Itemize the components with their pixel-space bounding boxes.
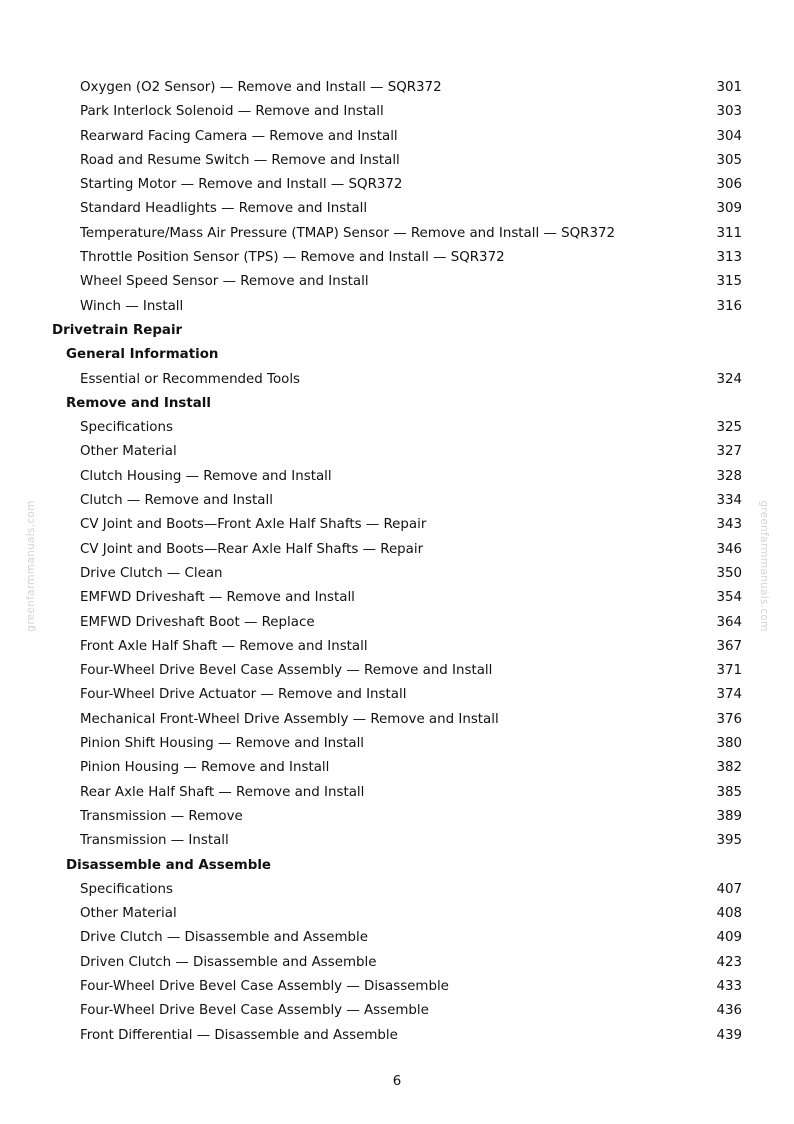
toc-entry[interactable] bbox=[0, 1024, 794, 1048]
toc-entry-page: 364 bbox=[716, 614, 742, 630]
watermark-left: greenfarmmanuals.com bbox=[25, 500, 37, 632]
toc-entry-page: 389 bbox=[716, 808, 742, 824]
toc-entry[interactable] bbox=[0, 999, 794, 1023]
toc-entry[interactable] bbox=[0, 173, 794, 197]
toc-entry-title: Four-Wheel Drive Actuator — Remove and Install bbox=[80, 687, 407, 703]
toc-section-heading[interactable] bbox=[0, 343, 794, 367]
toc-entry-title: Clutch — Remove and Install bbox=[80, 493, 273, 509]
toc-entry-title: EMFWD Driveshaft — Remove and Install bbox=[80, 590, 355, 606]
toc-entry-page: 306 bbox=[716, 177, 742, 193]
toc-entry-title: Four-Wheel Drive Bevel Case Assembly — Assemble bbox=[80, 1003, 429, 1019]
toc-entry[interactable] bbox=[0, 635, 794, 659]
toc-entry[interactable] bbox=[0, 270, 794, 294]
toc-entry-title: Standard Headlights — Remove and Install bbox=[80, 201, 368, 217]
toc-entry-title: Rearward Facing Camera — Remove and Install bbox=[80, 128, 398, 144]
toc-entry-title: Four-Wheel Drive Bevel Case Assembly — Disassemble bbox=[80, 978, 449, 994]
toc-entry-page: 436 bbox=[716, 1003, 742, 1019]
toc-entry-page: 409 bbox=[716, 930, 742, 946]
toc-entry[interactable] bbox=[0, 489, 794, 513]
toc-section-heading[interactable] bbox=[0, 854, 794, 878]
toc-entry[interactable] bbox=[0, 440, 794, 464]
toc-entry[interactable] bbox=[0, 951, 794, 975]
toc-entry-page: 407 bbox=[716, 881, 742, 897]
toc-entry-page: 408 bbox=[716, 906, 742, 922]
toc-entry-page: 327 bbox=[716, 444, 742, 460]
toc-entry-title: Transmission — Install bbox=[80, 833, 229, 849]
toc-entry-title: Essential or Recommended Tools bbox=[80, 371, 301, 387]
toc-entry-page: 350 bbox=[716, 565, 742, 581]
toc-entry-title: Starting Motor — Remove and Install — SQR372 bbox=[80, 177, 403, 193]
toc-entry[interactable] bbox=[0, 197, 794, 221]
toc-entry-title: Disassemble and Assemble bbox=[66, 857, 272, 873]
toc-entry[interactable] bbox=[0, 416, 794, 440]
toc-entry-title: Rear Axle Half Shaft — Remove and Install bbox=[80, 784, 365, 800]
toc-entry[interactable] bbox=[0, 781, 794, 805]
toc-entry[interactable] bbox=[0, 465, 794, 489]
toc-entry-page: 433 bbox=[716, 978, 742, 994]
toc-entry[interactable] bbox=[0, 76, 794, 100]
toc-entry[interactable] bbox=[0, 878, 794, 902]
toc-entry-page: 354 bbox=[716, 590, 742, 606]
toc-entry-title: Specifications bbox=[80, 881, 173, 897]
toc-entry-title: Park Interlock Solenoid — Remove and Install bbox=[80, 104, 384, 120]
toc-entry-title: Clutch Housing — Remove and Install bbox=[80, 468, 332, 484]
toc-entry[interactable] bbox=[0, 295, 794, 319]
toc-entry-title: Temperature/Mass Air Pressure (TMAP) Sensor — Remove and Install — SQR372 bbox=[80, 225, 616, 241]
toc-entry-page: 325 bbox=[716, 420, 742, 436]
toc-entry-page: 382 bbox=[716, 760, 742, 776]
toc-entry[interactable] bbox=[0, 975, 794, 999]
toc-entry-title: Specifications bbox=[80, 420, 173, 436]
toc-entry-page: 301 bbox=[716, 80, 742, 95]
toc-entry-page: 315 bbox=[716, 274, 742, 290]
toc-entry[interactable] bbox=[0, 708, 794, 732]
toc-entry-title: General Information bbox=[66, 347, 219, 363]
toc-entry-title: EMFWD Driveshaft Boot — Replace bbox=[80, 614, 315, 630]
toc-entry-title: Transmission — Remove bbox=[80, 808, 243, 824]
toc-entry-title: Wheel Speed Sensor — Remove and Install bbox=[80, 274, 369, 290]
toc-entry[interactable] bbox=[0, 805, 794, 829]
toc-entry[interactable] bbox=[0, 926, 794, 950]
toc-entry[interactable] bbox=[0, 902, 794, 926]
toc-entry-page: 374 bbox=[716, 687, 742, 703]
page-number: 6 bbox=[392, 1074, 402, 1089]
toc-entry-page: 376 bbox=[716, 711, 742, 727]
toc-entry[interactable] bbox=[0, 246, 794, 270]
toc-entry-page: 367 bbox=[716, 638, 742, 654]
toc-entry-title: CV Joint and Boots—Rear Axle Half Shafts — Repair bbox=[80, 541, 424, 557]
toc-entry-page: 311 bbox=[716, 225, 742, 241]
toc-entry-title: CV Joint and Boots—Front Axle Half Shafts — Repair bbox=[80, 517, 427, 533]
toc-entry[interactable] bbox=[0, 683, 794, 707]
table-of-contents bbox=[0, 76, 794, 1048]
toc-entry-page: 303 bbox=[716, 104, 742, 120]
toc-entry-title: Drive Clutch — Disassemble and Assemble bbox=[80, 930, 368, 946]
toc-entry-title: Throttle Position Sensor (TPS) — Remove and Install — SQR372 bbox=[80, 250, 505, 266]
toc-entry-title: Drive Clutch — Clean bbox=[80, 565, 223, 581]
toc-entry-page: 324 bbox=[716, 371, 742, 387]
toc-section-heading[interactable] bbox=[0, 392, 794, 416]
toc-entry[interactable] bbox=[0, 756, 794, 780]
toc-entry[interactable] bbox=[0, 732, 794, 756]
toc-section-heading[interactable] bbox=[0, 319, 794, 343]
toc-entry-page: 423 bbox=[716, 954, 742, 970]
toc-entry-title: Mechanical Front-Wheel Drive Assembly — Remove and Install bbox=[80, 711, 499, 727]
toc-entry-title: Front Differential — Disassemble and Assemble bbox=[80, 1027, 398, 1043]
toc-entry-page: 313 bbox=[716, 250, 742, 266]
toc-entry-title: Oxygen (O2 Sensor) — Remove and Install — SQR372 bbox=[80, 80, 442, 95]
toc-entry-page: 395 bbox=[716, 833, 742, 849]
toc-entry-title: Other Material bbox=[80, 906, 177, 922]
toc-entry[interactable] bbox=[0, 562, 794, 586]
toc-entry[interactable] bbox=[0, 149, 794, 173]
toc-entry-title: Four-Wheel Drive Bevel Case Assembly — Remove and Install bbox=[80, 663, 493, 679]
toc-entry-title: Driven Clutch — Disassemble and Assemble bbox=[80, 954, 377, 970]
toc-entry-page: 385 bbox=[716, 784, 742, 800]
toc-entry[interactable] bbox=[0, 829, 794, 853]
toc-entry-title: Road and Resume Switch — Remove and Install bbox=[80, 152, 400, 168]
toc-entry[interactable] bbox=[0, 222, 794, 246]
toc-entry-title: Other Material bbox=[80, 444, 177, 460]
toc-entry-title: Drivetrain Repair bbox=[52, 322, 183, 338]
toc-entry[interactable] bbox=[0, 538, 794, 562]
watermark-right: greenfarmmanuals.com bbox=[758, 500, 770, 632]
toc-entry-page: 316 bbox=[716, 298, 742, 314]
toc-entry-page: 346 bbox=[716, 541, 742, 557]
toc-entry-page: 371 bbox=[716, 663, 742, 679]
toc-entry-title: Remove and Install bbox=[66, 395, 211, 411]
toc-entry[interactable] bbox=[0, 368, 794, 392]
toc-entry-page: 304 bbox=[716, 128, 742, 144]
toc-entry[interactable] bbox=[0, 100, 794, 124]
toc-entry-title: Pinion Housing — Remove and Install bbox=[80, 760, 330, 776]
toc-entry-page: 380 bbox=[716, 736, 742, 752]
toc-entry[interactable] bbox=[0, 659, 794, 683]
toc-entry[interactable] bbox=[0, 125, 794, 149]
toc-entry-page: 328 bbox=[716, 468, 742, 484]
toc-entry-title: Winch — Install bbox=[80, 298, 184, 314]
toc-entry-page: 439 bbox=[716, 1027, 742, 1043]
toc-entry-title: Front Axle Half Shaft — Remove and Install bbox=[80, 638, 368, 654]
toc-entry[interactable] bbox=[0, 611, 794, 635]
toc-entry[interactable] bbox=[0, 513, 794, 537]
toc-entry-page: 334 bbox=[716, 493, 742, 509]
toc-entry-page: 309 bbox=[716, 201, 742, 217]
toc-entry-page: 305 bbox=[716, 152, 742, 168]
toc-entry-title: Pinion Shift Housing — Remove and Install bbox=[80, 736, 365, 752]
toc-entry-page: 343 bbox=[716, 517, 742, 533]
toc-entry[interactable] bbox=[0, 586, 794, 610]
